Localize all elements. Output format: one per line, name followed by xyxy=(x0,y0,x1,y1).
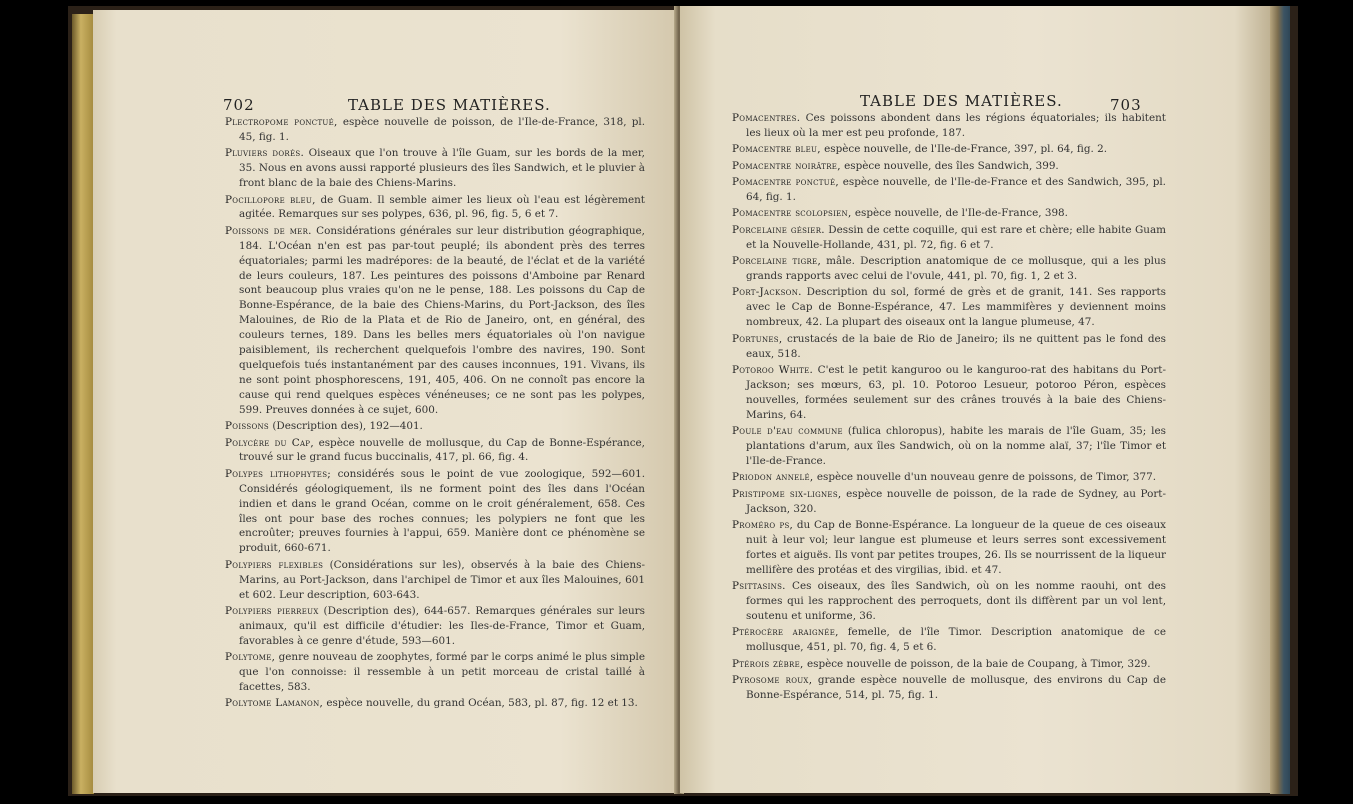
entry-text: (Description des), 644-657. Remarques générales sur leurs animaux, qu'il est difficile d'étudier: les Iles-de-France, Timor et Guam, favorables à ce genre d'étude, 593—601. xyxy=(239,605,645,647)
left-index-entries xyxy=(225,115,645,713)
index-entry xyxy=(225,436,645,466)
entry-text: C'est le petit kanguroo ou le kanguroo-rat des habitans du Port-Jackson; ses mœurs, 63, pl. 10. Potoroo Lesueur, potoroo Péron, espèces nouvelles, formées seulement sur des crânes trouvés à la baie des Chiens-Marins, 64. xyxy=(746,364,1166,421)
index-entry xyxy=(732,625,1166,655)
index-entry xyxy=(732,470,1166,485)
entry-text: espèce nouvelle de poisson, de la rade de Sydney, au Port-Jackson, 320. xyxy=(746,487,1166,515)
entry-heading: Pomacentre noirâtre, xyxy=(732,159,841,172)
index-entry xyxy=(732,142,1166,157)
entry-text: espèce nouvelle, de l'Ile-de-France, 397, pl. 64, fig. 2. xyxy=(820,143,1107,156)
entry-text: (Description des), 192—401. xyxy=(269,420,423,433)
entry-heading: Polypiers pierreux xyxy=(225,605,319,617)
entry-heading: Potoroo White. xyxy=(732,364,814,376)
entry-heading: Pyrosome roux, xyxy=(732,674,813,687)
entry-text: Dessin de cette coquille, qui est rare et chère; elle habite Guam et la Nouvelle-Hollande, 431, pl. 72, fig. 6 et 7. xyxy=(746,223,1166,251)
entry-heading: Polypiers flexibles xyxy=(225,558,324,571)
index-entry xyxy=(732,111,1166,141)
entry-text: espèce nouvelle, des îles Sandwich, 399. xyxy=(840,159,1059,172)
index-entry xyxy=(225,650,645,695)
entry-text: femelle, de l'île Timor. Description anatomique de ce mollusque, 451, pl. 70, fig. 4, 5 et 6. xyxy=(746,626,1167,654)
left-page-number: 702 xyxy=(223,96,255,114)
entry-heading: Pristipome six-lignes, xyxy=(732,487,842,500)
entry-text: mâle. Description anatomique de ce mollusque, qui a les plus grands rapports avec celui de l'ovule, 441, pl. 70, fig. 1, 2 et 3. xyxy=(746,255,1166,283)
entry-heading: Pocillopore bleu, xyxy=(225,193,316,206)
entry-heading: Ptérois zèbre, xyxy=(732,657,804,670)
entry-heading: Polypes lithophytes; xyxy=(225,467,332,480)
right-page xyxy=(680,6,1270,793)
entry-heading: Pluviers dorés. xyxy=(225,147,305,160)
entry-heading: Pomacentre ponctué, xyxy=(732,176,839,189)
right-running-title: TABLE DES MATIÈRES. xyxy=(860,92,1063,110)
entry-text: Considérations générales sur leur distribution géographique, 184. L'Océan n'en est pas par-tout peuplé; ils abondent près des terres équatoriales; parmi les madrépores: de la beauté, de l'éclat et de la variété de leurs couleurs, 187. Les peintures des poissons d'Amboine par Renard sont beaucoup plus vraies qu'on ne le pense, 188. Les poissons du Cap de Bonne-Espérance, de la baie des Chiens-Marins, du Port-Jackson, des îles Malouines, de Rio de la Plata et de Rio de Janeiro, ont, en général, des couleurs ternes, 189. Dans les belles mers équatoriales où l'on navigue paisiblement, ils recherchent quelquefois l'ombre des navires, 190. Sont quelquefois tués instantanément par des causes inconnues, 191. Vivans, ils ne sont point phosphorescens, 191, 405, 406. On ne connoît pas encore la cause qui rend quelques espèces vénéneuses; ce ne sont pas les polypes, 599. Preuves données à ce sujet, 600. xyxy=(239,224,645,416)
entry-heading: Polytome, xyxy=(225,651,276,664)
index-entry xyxy=(732,254,1166,284)
entry-text: Ces poissons abondent dans les régions équatoriales; ils habitent les lieux où la mer est peu profonde, 187. xyxy=(746,112,1166,139)
index-entry xyxy=(225,467,645,556)
index-entry xyxy=(225,604,645,649)
left-page xyxy=(93,10,677,793)
entry-text: Description du sol, formé de grès et de granit, 141. Ses rapports avec le Cap de Bonne-Espérance, 47. Les mammifères y deviennent moins nombreux, 42. La plupart des oiseaux ont la langue plumeuse, 47. xyxy=(746,286,1166,329)
left-page-edges xyxy=(72,14,94,794)
entry-heading: Poissons de mer. xyxy=(225,224,312,237)
index-entry xyxy=(225,146,645,191)
entry-text: espèce nouvelle, de l'Ile-de-France et des Sandwich, 395, pl. 64, fig. 1. xyxy=(746,176,1166,204)
index-entry xyxy=(732,285,1166,330)
entry-heading: Plectropome ponctué, xyxy=(225,116,338,128)
entry-text: espèce nouvelle, du grand Océan, 583, pl. 87, fig. 12 et 13. xyxy=(323,697,638,710)
entry-heading: Ptérocère araignée, xyxy=(732,626,839,639)
entry-text: (fulica chloropus), habite les marais de l'île Guam, 35; les plantations d'arum, aux îles Sandwich, où on la nomme alaï, 37; l'île Timor et l'Ile-de-France. xyxy=(746,425,1166,467)
index-entry xyxy=(732,206,1166,221)
entry-text: du Cap de Bonne-Espérance. La longueur de la queue de ces oiseaux nuit à leur vol; leur langue est plumeuse et leurs serres sont excessivement fortes et aiguës. Ils vont par petites troupes, 26. Ils se nourrissent de la liqueur mellifère des protéas et des virgilias, ibid. et 47. xyxy=(746,519,1166,576)
entry-heading: Pomacentres. xyxy=(732,112,801,124)
index-entry xyxy=(225,696,645,711)
index-entry xyxy=(732,363,1166,423)
entry-text: espèce nouvelle de poisson, de la baie de Coupang, à Timor, 329. xyxy=(803,657,1151,670)
index-entry xyxy=(732,657,1166,672)
left-running-title: TABLE DES MATIÈRES. xyxy=(348,96,551,114)
index-entry xyxy=(732,424,1166,469)
entry-text: espèce nouvelle de mollusque, du Cap de Bonne-Espérance, trouvé sur le grand fucus buccinalis, 417, pl. 66, fig. 4. xyxy=(239,436,645,464)
entry-heading: Psittasins. xyxy=(732,580,786,593)
index-entry xyxy=(225,224,645,418)
entry-heading: Pomacentre bleu, xyxy=(732,143,821,156)
index-entry xyxy=(225,193,645,223)
entry-text: genre nouveau de zoophytes, formé par le corps animé le plus simple que l'on connoisse: il ressemble à un petit morceau de cristal taillé à facettes, 583. xyxy=(239,651,645,694)
entry-heading: Pomacentre scolopsien, xyxy=(732,207,852,220)
index-entry xyxy=(732,159,1166,174)
entry-text: considérés sous le point de vue zoologique, 592—601. Considérés géologiquement, ils ne forment point des îles dans l'Océan indien et dans le grand Océan, comme on le croit généralement, 658. Ces îles ont pour base des roches connues; les polypiers ne font que les encroûter; preuves fournies à l'appui, 659. Manière dont ce phénomène se produit, 660-671. xyxy=(239,467,646,555)
entry-text: crustacés de la baie de Rio de Janeiro; ils ne quittent pas le fond des eaux, 518. xyxy=(746,332,1166,360)
index-entry xyxy=(732,175,1166,205)
entry-text: espèce nouvelle, de l'Ile-de-France, 398. xyxy=(851,207,1068,220)
entry-text: espèce nouvelle d'un nouveau genre de poissons, de Timor, 377. xyxy=(813,471,1157,484)
right-page-edges xyxy=(1270,6,1290,794)
index-entry xyxy=(732,518,1166,578)
entry-text: Ces oiseaux, des îles Sandwich, où on les nomme raouhi, ont des formes qui les rapprochent des perroquets, dont ils diffèrent par un vol lent, soutenu et uniforme, 36. xyxy=(746,580,1166,622)
entry-heading: Poule d'eau commune xyxy=(732,425,843,438)
index-entry xyxy=(732,579,1166,624)
index-entry xyxy=(732,223,1166,253)
index-entry xyxy=(732,673,1166,703)
entry-heading: Poissons xyxy=(225,420,270,433)
entry-text: Oiseaux que l'on trouve à l'île Guam, sur les bords de la mer, 35. Nous en avons aussi rapporté plusieurs des îles Sandwich, et le pluvier à front blanc de la baie des Chiens-Marins. xyxy=(239,147,645,190)
right-index-entries xyxy=(732,111,1166,704)
entry-heading: Portunes, xyxy=(732,332,783,345)
index-entry xyxy=(732,332,1166,362)
index-entry xyxy=(225,558,645,603)
entry-heading: Proméro ps, xyxy=(732,519,794,532)
entry-text: de Guam. Il semble aimer les lieux où l'eau est légèrement agitée. Remarques sur ses polypes, 636, pl. 96, fig. 5, 6 et 7. xyxy=(239,193,645,221)
index-entry xyxy=(732,487,1166,517)
entry-text: grande espèce nouvelle de mollusque, des environs du Cap de Bonne-Espérance, 514, pl. 75, fig. 1. xyxy=(746,674,1166,702)
entry-heading: Polytome Lamanon, xyxy=(225,697,324,710)
entry-text: espèce nouvelle de poisson, de l'Ile-de-France, 318, pl. 45, fig. 1. xyxy=(239,116,645,143)
entry-heading: Port-Jackson. xyxy=(732,286,802,299)
right-page-number: 703 xyxy=(1110,96,1142,114)
entry-heading: Polycère du Cap, xyxy=(225,436,314,449)
entry-heading: Porcelaine gésier. xyxy=(732,223,825,236)
index-entry xyxy=(225,419,645,434)
entry-heading: Porcelaine tigre, xyxy=(732,255,822,268)
index-entry xyxy=(225,115,645,145)
entry-text: (Considérations sur les), observés à la baie des Chiens-Marins, au Port-Jackson, dans l'archipel de Timor et aux îles Malouines, 601 et 602. Leur description, 603-643. xyxy=(239,558,645,601)
entry-heading: Priodon annelé, xyxy=(732,471,814,484)
